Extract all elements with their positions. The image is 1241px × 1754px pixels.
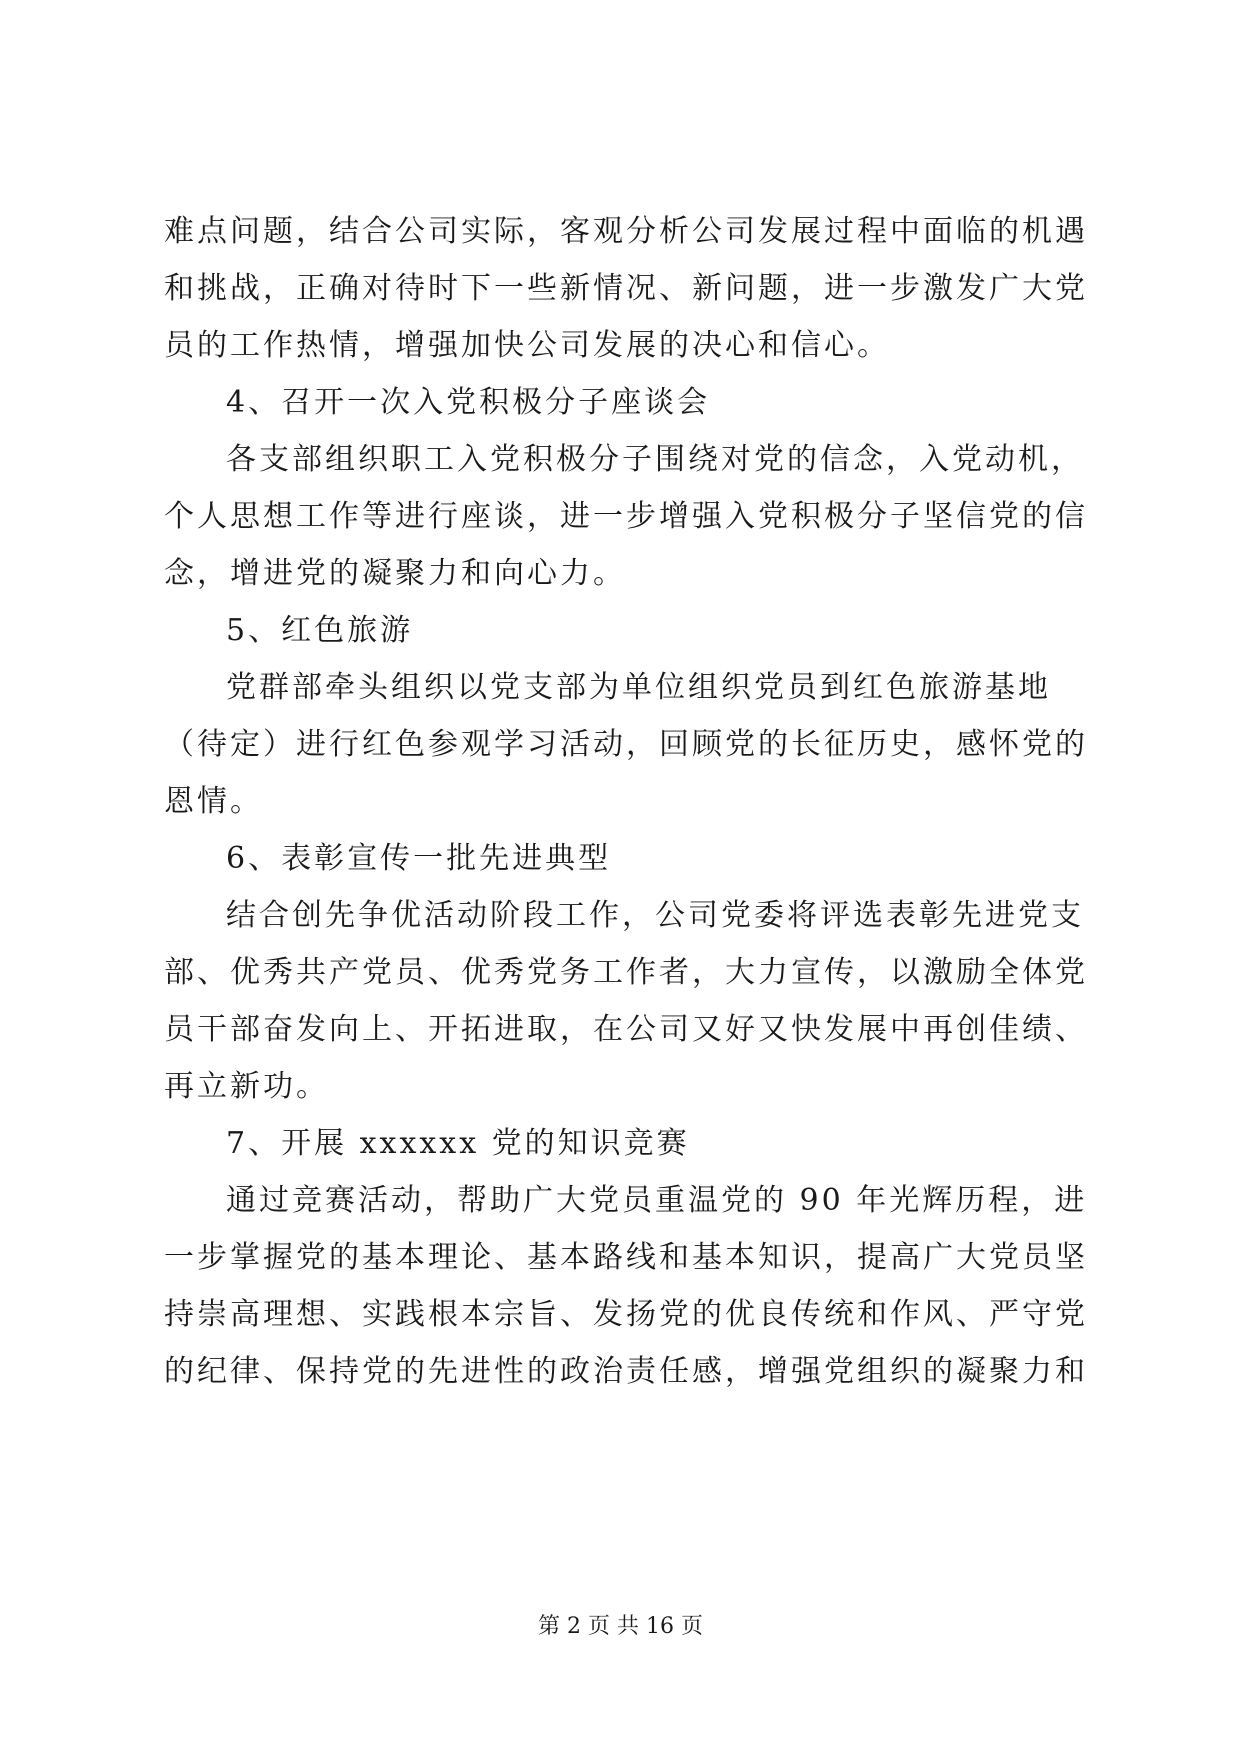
body-line: 念，增进党的凝聚力和向心力。 xyxy=(164,556,626,591)
body-line: 和挑战，正确对待时下一些新情况、新问题，进一步激发广大党 xyxy=(164,271,1088,306)
body-line: 一步掌握党的基本理论、基本路线和基本知识，提高广大党员坚 xyxy=(164,1240,1088,1275)
body-line: 结合创先争优活动阶段工作，公司党委将评选表彰先进党支 xyxy=(226,898,1084,933)
section-heading-4: 4、召开一次入党积极分子座谈会 xyxy=(226,385,711,420)
body-line: 难点问题，结合公司实际，客观分析公司发展过程中面临的机遇 xyxy=(164,214,1088,249)
body-line: 再立新功。 xyxy=(164,1069,329,1104)
body-line: （待定）进行红色参观学习活动，回顾党的长征历史，感怀党的 xyxy=(164,727,1088,762)
page-number-footer: 第 2 页 共 16 页 xyxy=(538,1614,703,1639)
body-line: 各支部组织职工入党积极分子围绕对党的信念，入党动机， xyxy=(226,442,1084,477)
body-line: 员干部奋发向上、开拓进取，在公司又好又快发展中再创佳绩、 xyxy=(164,1012,1088,1047)
body-line: 通过竞赛活动，帮助广大党员重温党的 90 年光辉历程，进 xyxy=(226,1183,1088,1218)
body-line: 恩情。 xyxy=(164,784,263,819)
body-line: 的纪律、保持党的先进性的政治责任感，增强党组织的凝聚力和 xyxy=(164,1354,1088,1389)
section-heading-7: 7、开展 xxxxxx 党的知识竞赛 xyxy=(226,1126,690,1161)
section-heading-6: 6、表彰宣传一批先进典型 xyxy=(226,841,612,876)
body-line: 党群部牵头组织以党支部为单位组织党员到红色旅游基地 xyxy=(226,670,1051,705)
body-line: 部、优秀共产党员、优秀党务工作者，大力宣传，以激励全体党 xyxy=(164,955,1088,990)
body-line: 持崇高理想、实践根本宗旨、发扬党的优良传统和作风、严守党 xyxy=(164,1297,1088,1332)
body-line: 个人思想工作等进行座谈，进一步增强入党积极分子坚信党的信 xyxy=(164,499,1088,534)
body-line: 员的工作热情，增强加快公司发展的决心和信心。 xyxy=(164,328,890,363)
section-heading-5: 5、红色旅游 xyxy=(226,613,414,648)
